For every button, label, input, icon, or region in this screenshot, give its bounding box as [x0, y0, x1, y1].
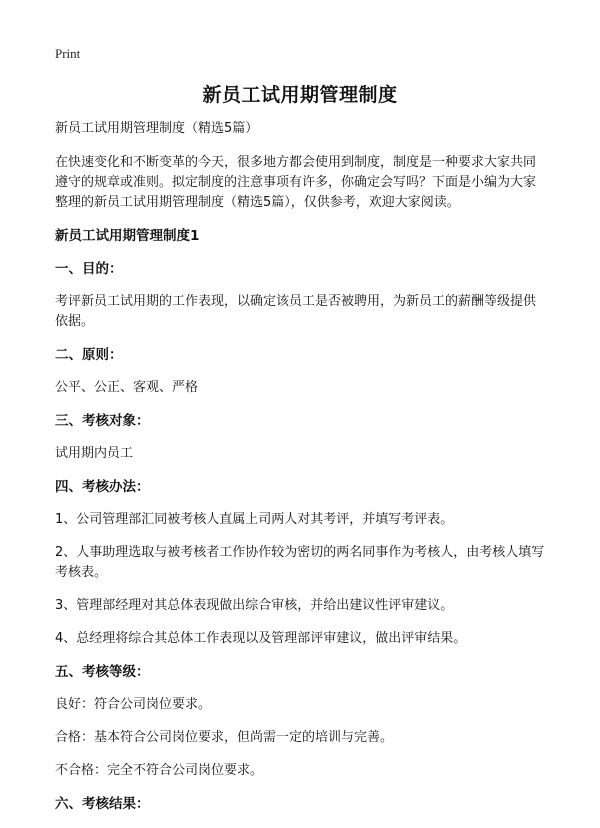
section-heading-target: 三、考核对象： — [55, 413, 150, 429]
target-paragraph: 试用期内员工 — [55, 446, 134, 461]
section-heading-principle: 二、原则： — [55, 347, 123, 363]
section-heading-grade: 五、考核等级： — [55, 664, 150, 680]
document-body — [55, 119, 547, 827]
principle-paragraph: 公平、公正、客观、严格 — [55, 380, 199, 395]
section-heading-purpose: 一、目的： — [55, 261, 123, 277]
section-title: 新员工试用期管理制度1 — [55, 228, 200, 244]
page-title: 新员工试用期管理制度 — [202, 84, 398, 106]
method-item-4: 4、总经理将综合其总体工作表现以及管理部评审建议，做出评审结果。 — [55, 631, 467, 646]
section-heading-result: 六、考核结果： — [55, 796, 150, 812]
method-item-1: 1、公司管理部汇同被考核人直属上司两人对其考评，并填写考评表。 — [55, 512, 454, 527]
purpose-paragraph: 考评新员工试用期的工作表现，以确定该员工是否被聘用，为新员工的薪酬等级提供依据。 — [55, 294, 537, 329]
grade-fail: 不合格：完全不符合公司岗位要求。 — [55, 763, 264, 778]
section-heading-method: 四、考核办法： — [55, 479, 150, 495]
grade-pass: 合格：基本符合公司岗位要求，但尚需一定的培训与完善。 — [55, 730, 394, 745]
method-item-3: 3、管理部经理对其总体表现做出综合审核，并给出建议性评审建议。 — [55, 598, 454, 613]
document-subtitle: 新员工试用期管理制度（精选5篇） — [55, 121, 259, 136]
grade-good: 良好：符合公司岗位要求。 — [55, 697, 212, 712]
intro-paragraph: 在快速变化和不断变革的今天，很多地方都会使用到制度，制度是一种要求大家共同遵守的规章或准则。拟定制度的注意事项有许多，你确定会写吗？下面是小编为大家整理的新员工试用期管理制度（精选5篇），仅供参考，欢迎大家阅读。 — [55, 155, 537, 210]
method-item-2: 2、人事助理选取与被考核者工作协作较为密切的两名同事作为考核人，由考核人填写考核表。 — [55, 545, 545, 580]
print-link[interactable]: Print — [55, 46, 81, 61]
